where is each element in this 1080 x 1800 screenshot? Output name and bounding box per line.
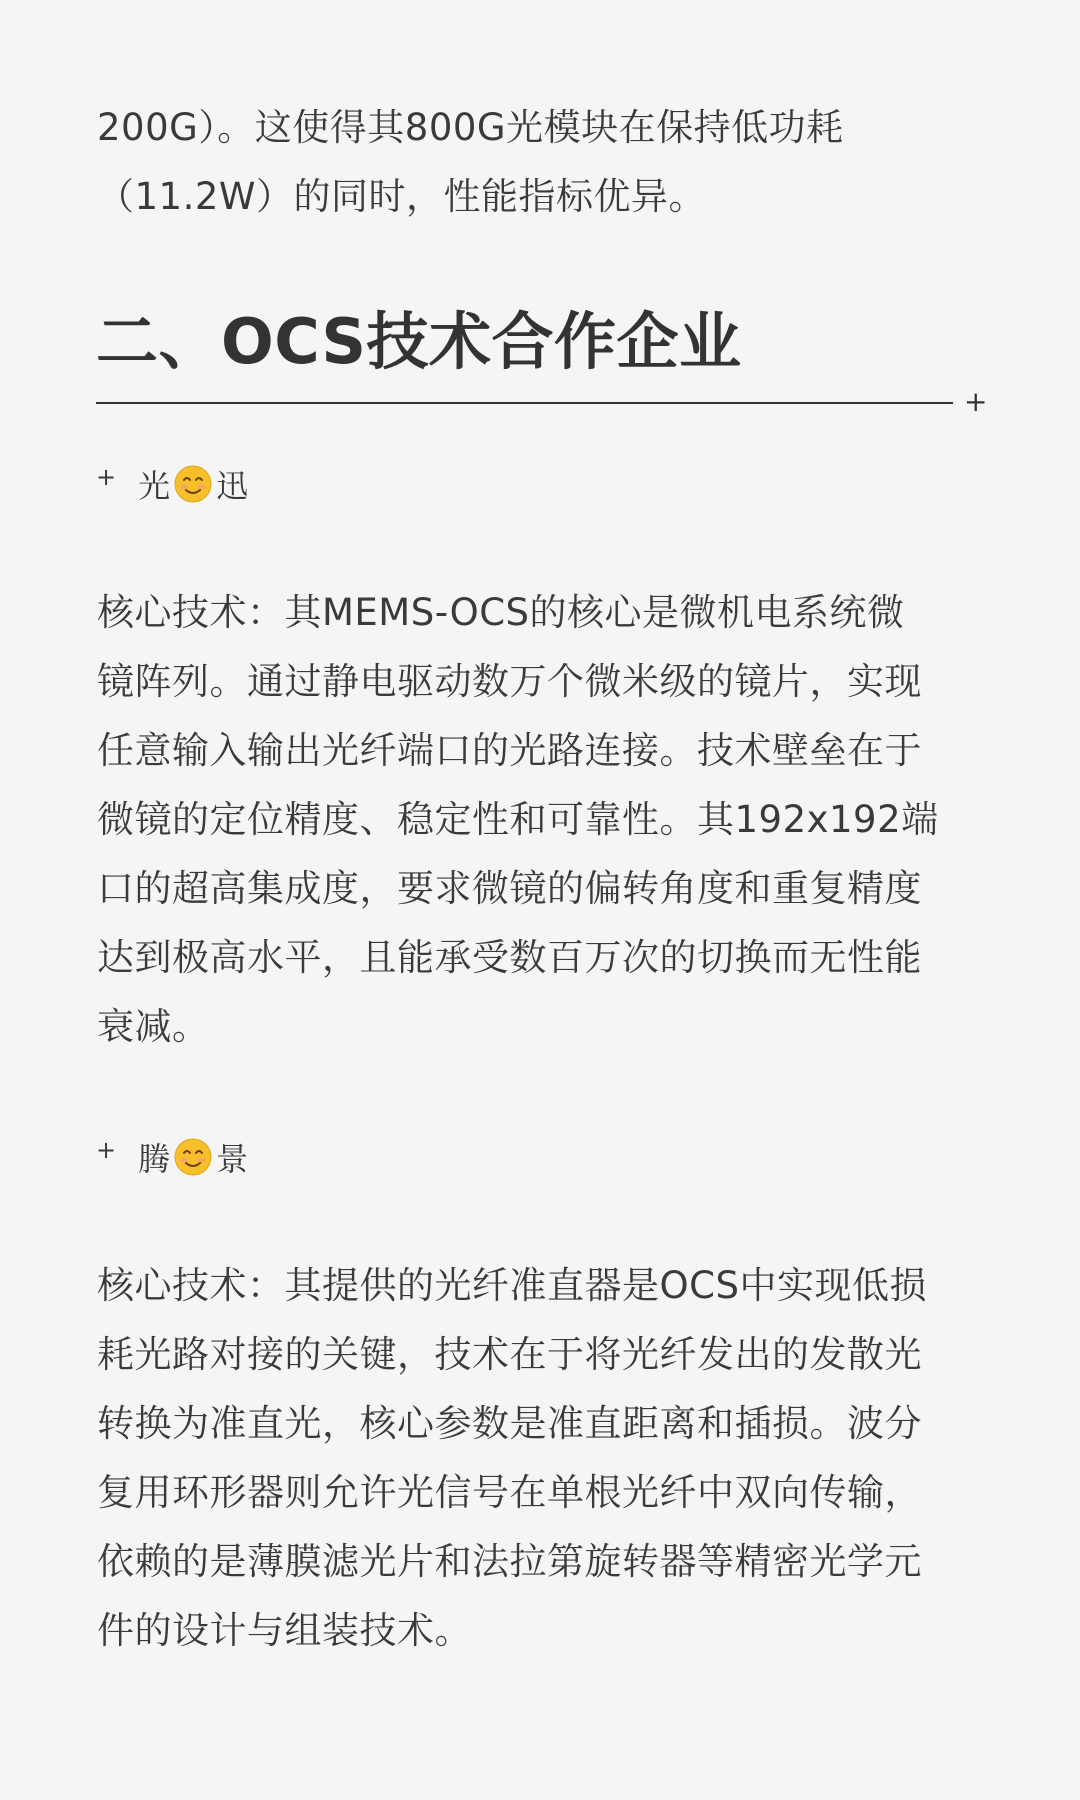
heading-divider: [96, 402, 953, 404]
text-line: 200G）。这使得其800G光模块在保持低功耗: [97, 106, 844, 149]
plus-icon: +: [964, 385, 988, 418]
text-line: 依赖的是薄膜滤光片和法拉第旋转器等精密光学元: [97, 1540, 922, 1583]
text-line: 口的超高集成度，要求微镜的偏转角度和重复精度: [97, 867, 922, 910]
company-name: [96, 1135, 248, 1179]
company-name-last: 迅: [216, 467, 249, 505]
company-name-first: 腾: [138, 1140, 171, 1178]
text-line: 耗光路对接的关键，技术在于将光纤发出的发散光: [97, 1333, 922, 1376]
text-line: 衰减。: [97, 1005, 210, 1048]
text-line: 复用环形器则允许光信号在单根光纤中双向传输，: [97, 1471, 922, 1514]
company-name-last: 景: [216, 1140, 249, 1178]
company-description: [97, 578, 983, 1061]
smiling-face-emoji-icon: [173, 464, 213, 504]
text-line: （11.2W）的同时，性能指标优异。: [97, 175, 706, 218]
company-name-first: 光: [138, 467, 171, 505]
text-line: 件的设计与组装技术。: [97, 1609, 472, 1652]
text-line: 核心技术：其提供的光纤准直器是OCS中实现低损: [97, 1264, 927, 1307]
smiling-face-emoji-icon: [173, 1137, 213, 1177]
intro-paragraph: [97, 93, 983, 231]
text-line: 转换为准直光，核心参数是准直距离和插损。波分: [97, 1402, 922, 1445]
section-heading: 二、OCS技术合作企业: [96, 305, 742, 378]
plus-icon: +: [96, 1136, 117, 1164]
plus-icon: +: [96, 463, 117, 491]
text-line: 任意输入输出光纤端口的光路连接。技术壁垒在于: [97, 729, 922, 772]
text-line: 核心技术：其MEMS-OCS的核心是微机电系统微: [97, 591, 905, 634]
company-description: [97, 1251, 983, 1665]
text-line: 达到极高水平，且能承受数百万次的切换而无性能: [97, 936, 922, 979]
text-line: 镜阵列。通过静电驱动数万个微米级的镜片，实现: [97, 660, 922, 703]
company-name: [96, 462, 248, 506]
text-line: 微镜的定位精度、稳定性和可靠性。其192x192端: [97, 798, 939, 841]
